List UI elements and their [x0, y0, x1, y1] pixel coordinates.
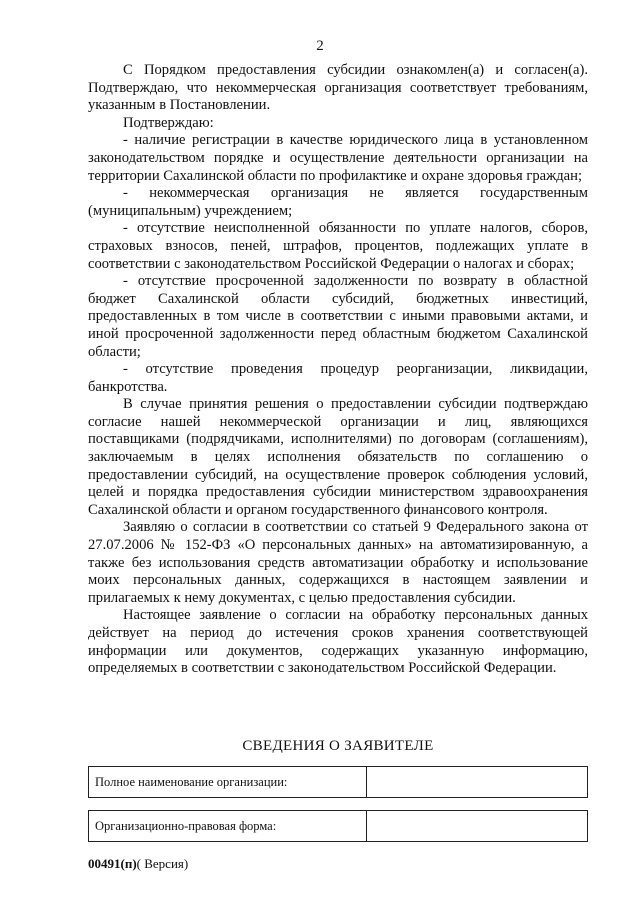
- field-value-full-name[interactable]: [367, 767, 588, 798]
- footer-code: 00491(п): [88, 856, 137, 871]
- applicant-info-table-legal-form: [88, 810, 588, 842]
- field-label-legal-form: Организационно-правовая форма:: [89, 811, 367, 842]
- paragraph-no-tax-debt: - отсутствие неисполненной обязанности по уплате налогов, сборов, страховых взносов, пеней, штрафов, процентов, подлежащих уплате в соответствии с законодательством Российской Федерации о налогах и сборах;: [88, 220, 588, 272]
- applicant-info-table-name: [88, 766, 588, 798]
- paragraph-no-overdue-debt: - отсутствие просроченной задолженности по возврату в областной бюджет Сахалинской области субсидий, бюджетных инвестиций, предоставленных в том числе в соответствии с иными правовыми актами, и иной просроченной задолженности перед областным бюджетом Сахалинской области;: [88, 273, 588, 360]
- field-label-full-name: Полное наименование организации:: [89, 767, 367, 798]
- paragraph-consent-order: С Порядком предоставления субсидии ознакомлен(а) и согласен(а). Подтверждаю, что некоммерческая организация соответствует требованиям, указанным в Постановлении.: [88, 62, 588, 114]
- table-row: [89, 767, 588, 798]
- section-heading-applicant: СВЕДЕНИЯ О ЗАЯВИТЕЛЕ: [242, 738, 434, 754]
- footer-version: ( Версия): [136, 856, 189, 871]
- paragraph-no-reorganization: - отсутствие проведения процедур реорганизации, ликвидации, банкротства.: [88, 361, 588, 395]
- paragraph-personal-data-consent: Заявляю о согласии в соответствии со статьей 9 Федерального закона от 27.07.2006 № 152-ФЗ «О персональных данных» на автоматизированную, а также без использования средств автоматизации обработку и использование моих персональных данных, содержащихся в настоящем заявлении и прилагаемых к нему документах, с целью предоставления субсидии.: [88, 519, 588, 606]
- table-row: [89, 811, 588, 842]
- document-footer: [88, 856, 188, 872]
- paragraph-registration: - наличие регистрации в качестве юридического лица в установленном законодательством порядке и осуществление деятельности организации на территории Сахалинской области по профилактике и охране здоровья граждан;: [88, 132, 588, 184]
- document-body: [88, 62, 588, 678]
- paragraph-not-state-institution: - некоммерческая организация не является государственным (муниципальным) учреждением;: [88, 185, 588, 219]
- paragraph-confirm-heading: Подтверждаю:: [123, 114, 214, 131]
- page-number: 2: [316, 38, 324, 54]
- paragraph-inspection-consent: В случае принятия решения о предоставлении субсидии подтверждаю согласие нашей некоммерческой организации и лиц, являющихся поставщиками (подрядчиками, исполнителями) по договорам (соглашениям), заключаемым в целях исполнения обязательств по соглашению о предоставлении субсидий, на осуществление проверок соблюдения условий, целей и порядка предоставления субсидии министерством здравоохранения Сахалинской области и органом государственного финансового контроля.: [88, 396, 588, 518]
- paragraph-consent-validity: Настоящее заявление о согласии на обработку персональных данных действует на период до истечения сроков хранения соответствующей информации или документов, содержащих указанную информацию, определяемых в соответствии с законодательством Российской Федерации.: [88, 607, 588, 677]
- field-value-legal-form[interactable]: [367, 811, 588, 842]
